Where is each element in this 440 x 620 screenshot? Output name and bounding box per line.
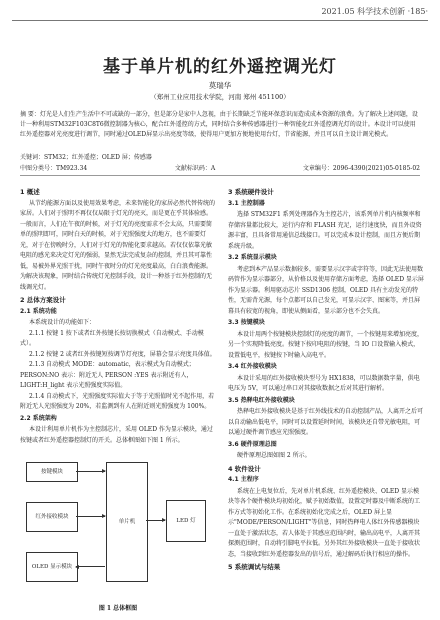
section-3-2-paragraph: 考虑到本产品显示数据较多，需要显示汉字或字符等，因此无法使用数码管作为显示器部分，从价格以及使用存储方面考虑，选择 OLED 显示屏作为显示器。利用驱动芯片 SSD1306 控制，OLED 具有主动发光的特性，无需背光源，每个点都可以自己发光，可显示汉字、图案等，并且屏幕具有较宽的视角，即使从侧面看，显示部分也不会失真。 — [228, 265, 424, 315]
section-1-paragraph: 从节约能源方面以及使用效果考虑，未来智能化的家居必然代替传统的家居。人们对于照明不再仅仅局限于灯光的亮灭，而是更在乎其体验感。一般而言，人们在午夜的时候，对于灯光的亮度需求不会太高，只需要简单的照明即可，同时白天的时候，对于光照强度大的地方，也不需要灯光，对于在傍晚时分，人们对于灯光的智能化要求越高。若仅仅依靠光敏电阻的感光来决定灯光的强弱，显然无法完成复杂的控制，并且其可靠性低，易被外界光照干扰，同时午夜时分的灯光亮度最高，白白浪费能源。为解决该现象，同时结合传统灯光控制手段，设计一种基于红外控制的无线调光灯。 — [20, 199, 216, 291]
right-column — [228, 185, 424, 574]
section-2-1-3: 2.1.3 自动模式 MODE：automatic，表示模式为自动模式；PERSON:NO 表示：附近无人 PERSON :YES 表示附近有人，LIGHT:H_light 表示光照强度实际值。 — [20, 361, 195, 389]
section-4-1-paragraph: 系统在上电复位后，先对单片机系统、红外遥控模块、OLED 显示模块等各个硬件模块均初始化，赋予初始数值，设置定时器及中断系统的工作方式等初始化工作。在系统初始化完成之后，OLED 屏上显示"MODE/PERSON/LIGHT"等信息，同时热释电人体红外传感器模块一直处于激活状态，若人体处于其感应范围内时，输出高电平，人离开其探测范围时，自动将引脚电平拉低。另外其红外接收模块一直处于接收状态，当接收到红外遥控器发出的信号后，通过解码后执行相应的操作。 — [228, 487, 421, 558]
section-2-1-heading: 2.1 系统功能 — [20, 307, 57, 315]
section-3-heading: 3 系统硬件设计 — [228, 188, 274, 196]
arrow-key-to-mcu — [76, 471, 105, 472]
classification-row — [20, 163, 420, 172]
arrow-mcu-to-led — [146, 520, 165, 521]
led-light-box: LED 灯 — [166, 500, 206, 542]
section-4-1-heading: 4.1 主程序 — [228, 476, 259, 483]
section-3-1-paragraph: 选择 STM32F1 系列处理器作为主控芯片，该系列单片机内核频率和存储容量都比较大，运行内存和 FLASH 充足，运行速度快，而且外设资源丰富，且具备常用通信总线接口。可以完成本设计控制，而且方便后期系统升级。 — [228, 211, 422, 250]
section-3-3-paragraph: 本设计用两个按键模块控制灯的亮度的调节，一个按键用来增加亮度，另一个实现降低亮度。按键下按印电阻的按键，当 IO 口设置输入模式，设置低电平，按键按下时输入高电平。 — [228, 330, 424, 359]
section-5-heading: 5 系统调试与结果 — [228, 563, 281, 571]
section-2-2-paragraph: 本设计利用单片机作为主控制芯片，采用 OLED 作为显示模块，通过按键或者红外遥控器控制灯的开关。总体框图如下图 1 所示。 — [20, 426, 213, 444]
section-4-heading: 4 软件设计 — [228, 464, 261, 473]
paper-title: 基于单片机的红外遥控调光灯 — [103, 57, 337, 77]
section-3-5-paragraph: 热释电红外接收模块是基于红外线技术的自动控制产品，人离开之后可以自动输出低电平，同时可以设置延时时间，该模块还自带光敏电阻，可以通过硬件调节感应光照强度。 — [228, 408, 424, 436]
arrow-mcu-to-oled — [76, 566, 105, 567]
section-2-heading: 2 总体方案设计 — [20, 296, 66, 304]
header-divider — [12, 20, 428, 21]
document-code: 文献标识码：A — [174, 165, 216, 172]
arrow-ir-to-mcu — [76, 516, 105, 517]
section-3-3-heading: 3.3 按键模块 — [228, 319, 265, 326]
author-name: 莫瑞华 — [208, 81, 232, 90]
abstract: 摘 要：灯光是人们生产生活中不可或缺的一部分，但是部分是家中人忽视，由于长期缺乏节能环保意识而造成成本资源的浪费。为了解决上述问题，设计一种利用STM32F103C8T6微控制器为核心，配合红外遥控的方式，同时结合多种传感器进行一种智能化红外遥控调光灯的设计。本设计可以使用红外遥控器对光亮度进行调节，同时通过OLED屏显示出亮度等级，使得用户更加方便地使用台灯，节省能源，并且可以自主设计调光模式。 — [20, 111, 418, 138]
section-1-heading: 1 概述 — [20, 188, 40, 196]
clc-number: 中图分类号：TM923.34 — [20, 165, 88, 172]
block-diagram — [20, 450, 216, 614]
journal-header: 2021.05 科学技术创新 ·185· — [321, 7, 428, 16]
section-3-4-paragraph: 本设计采用的红外接收模块型号为 HX1838，可以数据数字量，供电电压为 5V，可以通过串口对其接收数据之后对其进行解析。 — [228, 374, 420, 392]
keywords: 关键词：STM32；红外遥控；OLED 屏；传感器 — [20, 154, 152, 161]
section-2-2-heading: 2.2 系统架构 — [20, 414, 57, 422]
ir-receiver-box: 红外接收模块 — [26, 502, 78, 532]
mcu-box: 单片机 — [106, 462, 148, 582]
section-3-4-heading: 3.4 红外接收模块 — [228, 363, 277, 370]
section-3-1-heading: 3.1 主控制器 — [228, 199, 265, 207]
section-3-6-heading: 3.6 硬件原理总图 — [228, 440, 277, 448]
section-2-1-1: 2.1.1 按键 1 按下或者红外按键长按切换模式（自动模式、手动模式）。 — [20, 329, 204, 347]
left-column — [20, 185, 216, 614]
oled-display-box: OLED 显示模块 — [26, 552, 78, 582]
figure-1-caption: 图 1 总体框图 — [98, 604, 138, 612]
section-3-6-paragraph: 硬件原理总图如图 2 所示。 — [237, 452, 311, 459]
article-number: 文章编号：2096-4390(2021)05-0185-02 — [302, 165, 420, 172]
section-2-1-2: 2.1.2 按键 2 或者红外按键短按调节灯亮度，屏幕会显示亮度具体值。 — [29, 350, 216, 358]
section-3-2-heading: 3.2 系统显示模块 — [228, 254, 277, 261]
abstract-divider — [20, 175, 420, 176]
author-affiliation: （郑州工业应用技术学院，河南 郑州 451100） — [150, 93, 290, 101]
section-2-1-intro: 本系统设计的功能如下： — [29, 319, 96, 326]
section-3-5-heading: 3.5 热释电红外接收模块 — [228, 396, 295, 404]
section-2-1-4: 2.1.4 自动模式下，光照强度实际值大于等于光照值时光不起作用，若附近无人光照强度为 20%，若监测到有人在附近则光照强度为 100%。 — [20, 392, 215, 410]
key-module-box: 按键模块 — [26, 462, 78, 482]
